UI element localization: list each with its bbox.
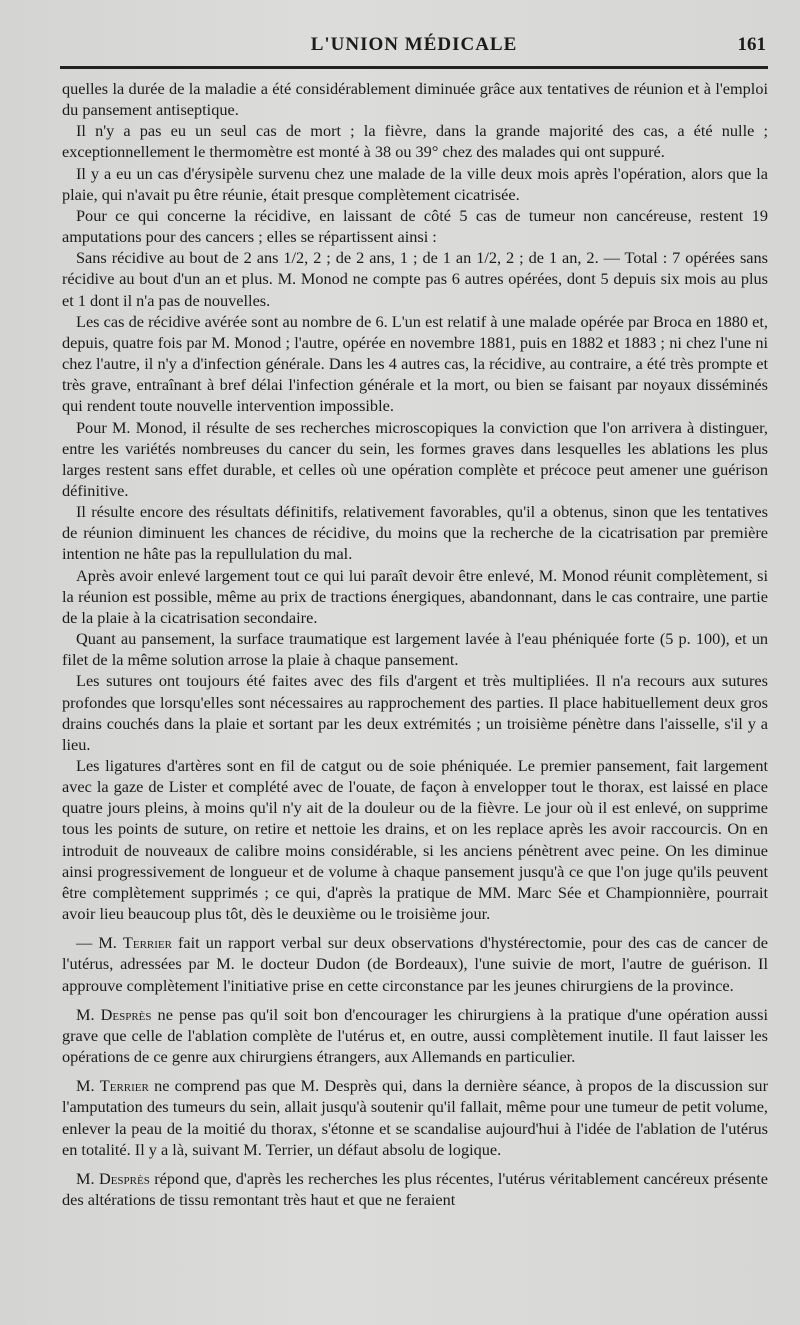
paragraph-text: Pour M. Monod, il résulte de ses recherches microscopiques la conviction que l'on arrivera à distinguer, entre les variétés nombreuses du cancer du sein, les formes graves dans lesquelles les ablations les plus larges restent sans effet durable, et celles où une opération complète et précoce peut amener une guérison définitive. [62,417,768,500]
paragraph [62,163,768,205]
paragraph-text: Il résulte encore des résultats définitifs, relativement favorables, qu'il a obtenus, sinon que les tentatives de réunion diminuent les chances de récidive, du moins que la recherche de la cicatrisation par première intention ne hâte pas la repullulation du mal. [62,502,768,564]
paragraph-text: Pour ce qui concerne la récidive, en laissant de côté 5 cas de tumeur non cancéreuse, restent 19 amputations pour des cancers ; elles se répartissent ainsi : [62,205,768,247]
paragraph-lead: M. [76,1076,100,1096]
paragraph-text: Les sutures ont toujours été faites avec des fils d'argent et très multipliées. Il n'a recours aux sutures profondes que lorsqu'elles sont nécessaires au rapprochement des parties. Il place habituellement deux gros drains couchés dans la plaie et sortant par les deux extrémités ; un troisième pénètre dans l'aisselle, s'il y a lieu. [62,671,768,754]
paragraph [62,120,768,162]
paragraph [62,1004,768,1067]
paragraph-text: ne pense pas qu'il soit bon d'encourager les chirurgiens à la pratique d'une opération aussi grave que celle de l'ablation complète de l'utérus et, en outre, aussi complètement inutile. Il faut laisser les opérations de ce genre aux chirurgiens étrangers, aux Allemands en particulier. [62,1004,768,1067]
journal-title: L'UNION MÉDICALE [310,34,518,55]
paragraph [62,78,768,120]
paragraph [62,1075,768,1160]
page-header [60,32,768,62]
paragraph [62,628,768,670]
paragraph [62,205,768,247]
header-rule [60,66,768,69]
paragraph-text: Sans récidive au bout de 2 ans 1/2, 2 ; de 2 ans, 1 ; de 1 an 1/2, 2 ; de 1 an, 2. — Total : 7 opérées sans récidive au bout d'un an et plus. M. Monod ne compte pas 6 autres opérées, dont 5 depuis six mois au plus et 1 dont il n'a pas de nouvelles. [62,248,768,310]
paragraph-text: fait un rapport verbal sur deux observations d'hystérectomie, pour des cas de cancer de l'utérus, adressées par M. le docteur Dudon (de Bordeaux), l'une suivie de mort, l'autre de guérison. Il approuve complètement l'initiative prise en cette circonstance par les jeunes chirurgiens de la province. [62,933,768,995]
article-body [62,78,768,1210]
paragraph [62,932,768,995]
speaker-name: Desprès [98,1168,150,1188]
paragraph-text: quelles la durée de la maladie a été considérablement diminuée grâce aux tentatives de réunion et à l'emploi du pansement antiseptique. [62,79,768,120]
paragraph-text: ne comprend pas que M. Desprès qui, dans la dernière séance, à propos de la discussion sur l'amputation des tumeurs du sein, allait jusqu'à soutenir qu'il fallait, même pour une tumeur de petit volume, enlever la peau de la moitié du thorax, s'étonne et se scandalise aujourd'hui à l'idée de l'ablation de l'utérus en totalité. Il y a là, suivant M. Terrier, un défaut absolu de logique. [62,1076,768,1159]
speaker-name: Terrier [122,933,172,953]
paragraph-text: Quant au pansement, la surface traumatique est largement lavée à l'eau phéniquée forte (5 p. 100), et un filet de la même solution arrose la plaie à chaque pansement. [62,629,768,670]
paragraph [62,247,768,310]
paragraph [62,755,768,924]
paragraph-text: Les ligatures d'artères sont en fil de catgut ou de soie phéniquée. Le premier pansement, fait largement avec la gaze de Lister et complété avec de l'ouate, de façon à envelopper tout le thorax, est laissé en place quatre jours pleins, à moins qu'il n'y ait de la douleur ou de la fièvre. Le jour où il est enlevé, on supprime tous les points de suture, on retire et nettoie les drains, et on les replace après les avoir raccourcis. On en introduit de nouveaux de calibre moins considérable, si les anciens pénètrent avec peine. On les diminue ainsi progressivement de longueur et de volume à chaque pansement jusqu'à ce que l'on juge qu'ils peuvent être complètement supprimés ; ce qui, d'après la pratique de MM. Marc Sée et Championnière, pourrait avoir lieu beaucoup plus tôt, dès le deuxième ou le troisième jour. [62,756,768,924]
paragraph-lead: M. [76,1168,99,1188]
paragraph-text: répond que, d'après les recherches les plus récentes, l'utérus véritablement cancéreux présente des altérations de tissu remontant très haut et que ne feraient [62,1168,768,1209]
speaker-name: Terrier [99,1076,149,1096]
paragraph [62,417,768,502]
paragraph [62,311,768,417]
paragraph-text: Après avoir enlevé largement tout ce qui lui paraît devoir être enlevé, M. Monod réunit complètement, si la réunion est possible, même au prix de tractions énergiques, abandonnant, dans le cas contraire, une partie de la plaie à la cicatrisation secondaire. [62,565,768,627]
paragraph-text: Il n'y a pas eu un seul cas de mort ; la fièvre, dans la grande majorité des cas, a été nulle ; exceptionnellement le thermomètre est monté à 38 ou 39° chez des malades qui ont suppuré. [62,121,768,162]
paragraph [62,670,768,755]
speaker-name: Desprès [100,1004,152,1024]
paragraph [62,501,768,564]
paragraph-text: Il y a eu un cas d'érysipèle survenu chez une malade de la ville deux mois après l'opération, alors que la plaie, qui n'avait pu être réunie, était presque complètement cicatrisée. [62,163,768,204]
paragraph [62,1168,768,1210]
paragraph-lead: M. [76,1004,101,1024]
paragraph-text: Les cas de récidive avérée sont au nombre de 6. L'un est relatif à une malade opérée par Broca en 1880 et, depuis, quatre fois par M. Monod ; l'autre, opérée en novembre 1881, puis en 1882 et 1883 ; ni chez l'une ni chez l'autre, il n'y a d'infection générale. Dans les 4 autres cas, la récidive, au contraire, a été très prompte et très grave, entraînant à bref délai l'infection générale et la mort, ou bien se faisant par noyaux disséminés qui rendent toute nouvelle intervention impossible. [62,311,768,416]
paragraph [62,565,768,628]
page-number: 161 [737,34,766,55]
paragraph-lead: — M. [76,933,123,953]
